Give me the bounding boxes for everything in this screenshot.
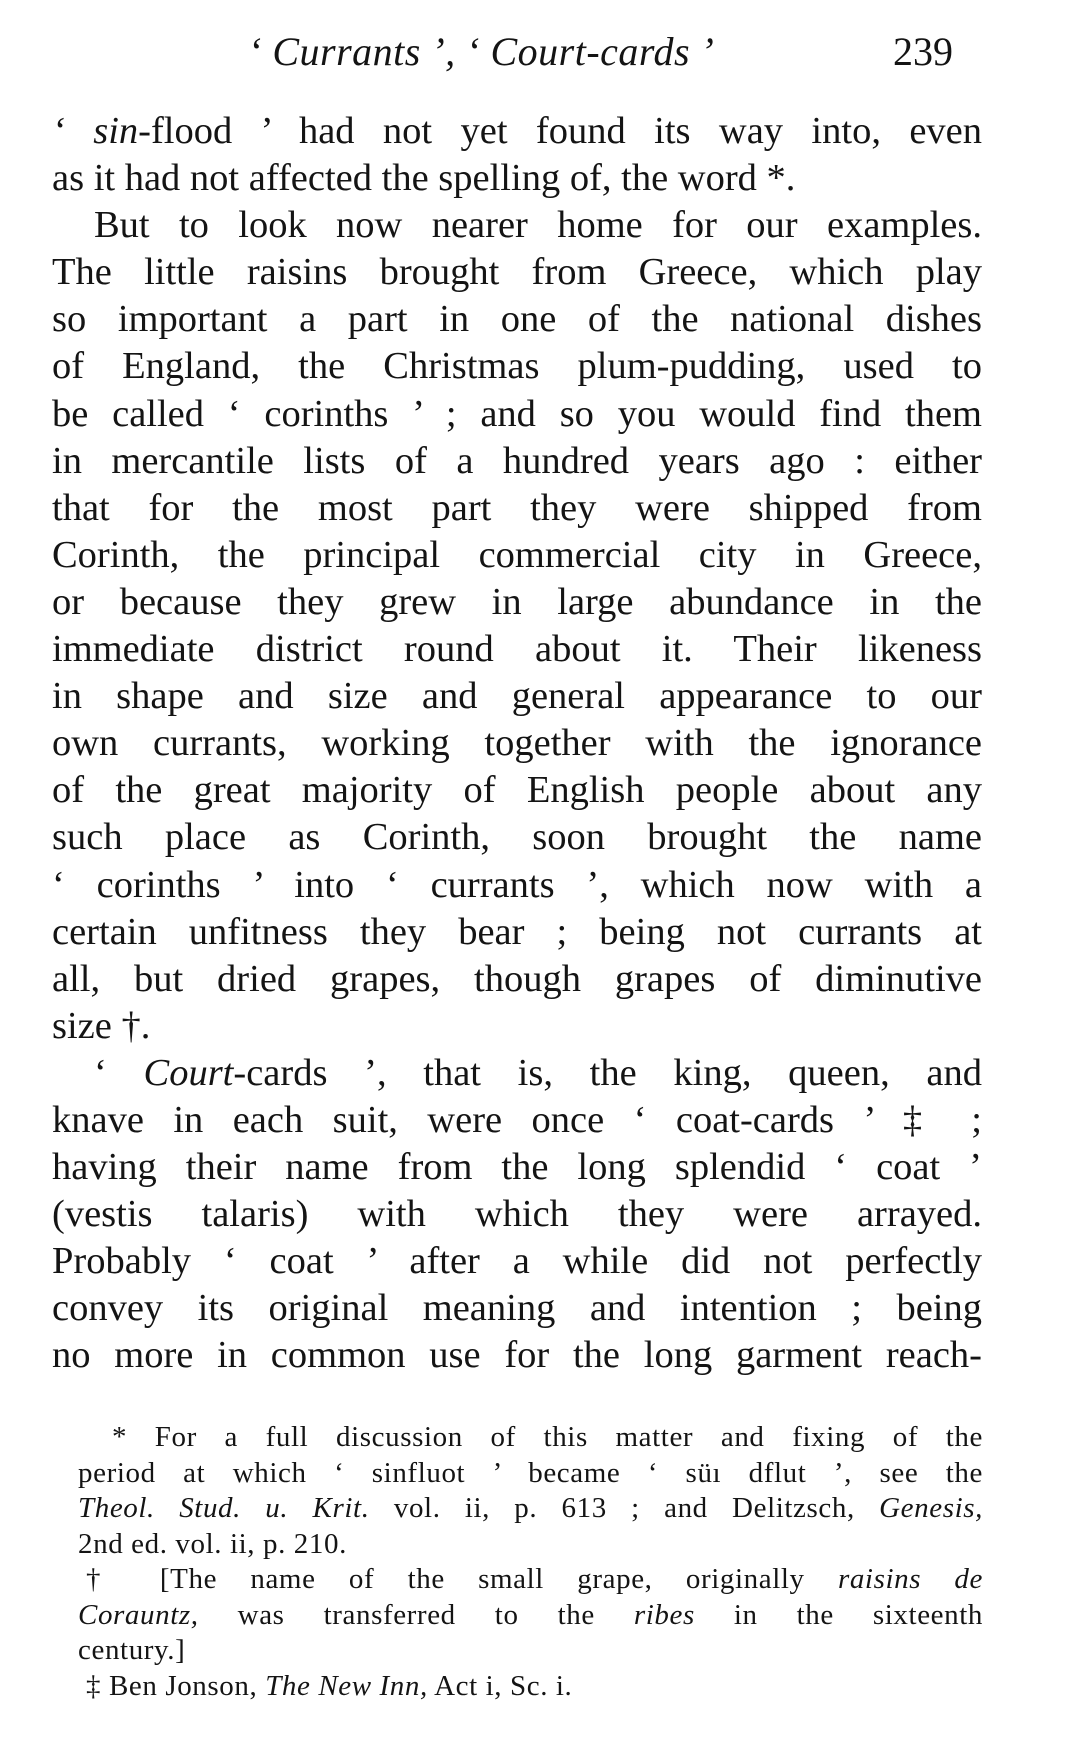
text-line: no more in common use for the long garment reach- xyxy=(52,1334,982,1377)
text-line: The little raisins brought from Greece, which play xyxy=(52,251,982,294)
page-number: 239 xyxy=(893,29,953,74)
text-line: of the great majority of English people about any xyxy=(52,769,982,812)
text-line-rest: -cards ’, that is, the king, queen, and xyxy=(233,1051,982,1094)
footnote-italic: ribes xyxy=(633,1598,695,1631)
text-line: all, but dried grapes, though grapes of diminutive xyxy=(52,957,982,1000)
text-line: But to look now nearer home for our examples. xyxy=(94,204,982,247)
footnote-line: period at which ‘ sinfluot ’ became ‘ süı dflut ’, see the xyxy=(78,1456,983,1489)
text-line: knave in each suit, were once ‘ coat-cards ’ ‡ ; xyxy=(52,1098,982,1141)
footnote-line: * For a full discussion of this matter and fixing of the xyxy=(112,1421,983,1453)
footnote-line xyxy=(78,1562,983,1598)
text-line: as it had not affected the spelling of, the word *. xyxy=(52,157,796,200)
footnote-italic: Theol. Stud. u. Krit. xyxy=(78,1492,370,1524)
text-line-italic: ‘ sin xyxy=(52,110,139,152)
text-line: or because they grew in large abundance in the xyxy=(52,580,982,623)
text-line: convey its original meaning and intention ; being xyxy=(52,1287,982,1330)
text-line: (vestis talaris) with which they were arrayed. xyxy=(52,1193,982,1236)
text-line: immediate district round about it. Their likeness xyxy=(52,628,982,671)
footnote-line xyxy=(78,1491,983,1527)
text-line-rest: -flood ’ had not yet found its way into, even xyxy=(138,110,983,152)
text-line xyxy=(52,1050,982,1097)
text-line: so important a part in one of the national dishes xyxy=(52,298,982,341)
text-line: such place as Corinth, soon brought the name xyxy=(52,816,982,859)
text-line: in mercantile lists of a hundred years ago : either xyxy=(52,439,982,482)
footnotes xyxy=(78,1420,983,1704)
text-line: in shape and size and general appearance to our xyxy=(52,675,982,718)
text-line: own currants, working together with the ignorance xyxy=(52,722,982,765)
footnote-text: in the sixteenth xyxy=(694,1598,983,1631)
text-line: that for the most part they were shipped from xyxy=(52,486,982,529)
footnote-text: Act i, Sc. i. xyxy=(427,1669,573,1702)
footnote-italic: Genesis, xyxy=(879,1492,983,1524)
text-line: Probably ‘ coat ’ after a while did not perfectly xyxy=(52,1240,982,1283)
footnote-text: † [The name of the small grape, originally xyxy=(86,1563,838,1595)
footnote-line xyxy=(78,1669,983,1705)
running-title: ‘ Currants ’, ‘ Court-cards ’ xyxy=(248,29,715,74)
footnote-text: was transferred to the xyxy=(198,1598,634,1631)
body-text xyxy=(52,108,982,1380)
footnote-line xyxy=(78,1598,983,1634)
text-line-lead: ‘ xyxy=(94,1051,144,1094)
text-line: of England, the Christmas plum-pudding, used to xyxy=(52,345,982,388)
footnote-text: ‡ Ben Jonson, xyxy=(86,1669,266,1702)
text-line: be called ‘ corinths ’ ; and so you would find them xyxy=(52,392,982,435)
footnote-line: 2nd ed. vol. ii, p. 210. xyxy=(78,1527,347,1560)
footnote-text: vol. ii, p. 613 ; and Delitzsch, xyxy=(369,1492,880,1524)
text-line: size †. xyxy=(52,1004,151,1047)
text-line xyxy=(52,108,982,155)
text-line: Corinth, the principal commercial city in Greece, xyxy=(52,533,982,576)
text-line: having their name from the long splendid ‘ coat ’ xyxy=(52,1146,982,1189)
footnote-italic: Corauntz, xyxy=(78,1598,199,1631)
footnote-line: century.] xyxy=(78,1634,186,1666)
footnote-italic: The New Inn, xyxy=(265,1669,428,1702)
running-head xyxy=(0,28,1088,78)
footnote-italic: raisins de xyxy=(837,1563,984,1595)
text-line: ‘ corinths ’ into ‘ currants ’, which now with a xyxy=(52,863,982,906)
text-line-italic: Court xyxy=(143,1051,234,1094)
text-line: certain unfitness they bear ; being not currants at xyxy=(52,910,982,953)
